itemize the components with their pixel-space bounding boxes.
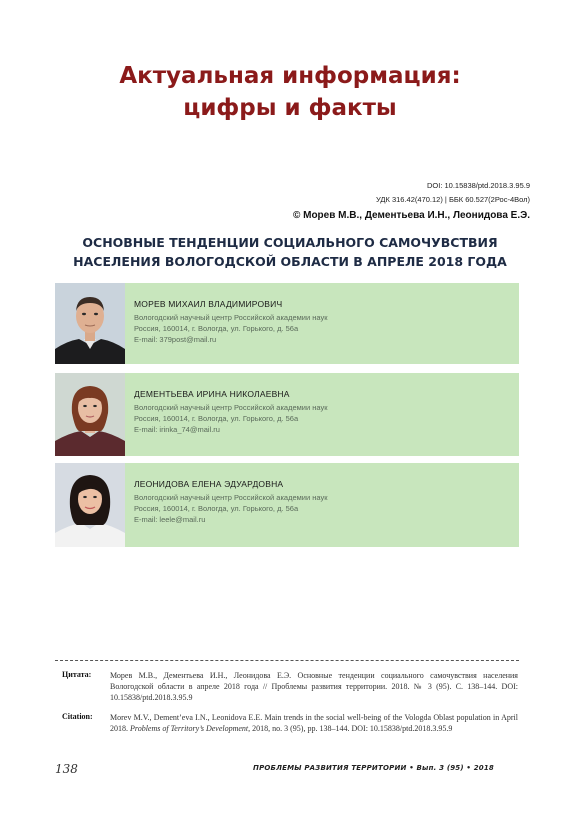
author-name: МОРЕВ МИХАИЛ ВЛАДИМИРОВИЧ: [134, 299, 283, 309]
citation-en-text: [110, 712, 518, 734]
citation-ru-label: Цитата:: [62, 670, 92, 679]
page-number: 138: [55, 762, 78, 776]
citation-ru-text: Морев М.В., Дементьева И.Н., Леонидова Е.Э. Основные тенденции социального самочувствия населения Вологодской области в апреле 2018 года // Проблемы развития территории. 2018. № 3 (95). С. 138–144. DOI: 10.15838/ptd.2018.3.95.9: [110, 671, 518, 702]
citation-en-label: Citation:: [62, 712, 93, 721]
author-card: [55, 283, 519, 364]
dashed-divider: [55, 660, 519, 661]
copyright-authors: © Морев М.В., Дементьева И.Н., Леонидова Е.Э.: [292, 210, 530, 221]
author-card: [55, 463, 519, 547]
author-card: [55, 373, 519, 456]
article-title: [40, 233, 540, 271]
author-photo: [55, 283, 125, 364]
author-address: Россия, 160014, г. Вологда, ул. Горького, д. 56а: [134, 414, 299, 423]
author-email[interactable]: E-mail: 379post@mail.ru: [134, 335, 217, 344]
author-name: ЛЕОНИДОВА ЕЛЕНА ЭДУАРДОВНА: [134, 479, 284, 489]
man-portrait-icon: [55, 283, 125, 364]
citation-en-text-after: , 2018, no. 3 (95), pp. 138–144. DOI: 10.15838/ptd.2018.3.95.9: [248, 724, 453, 733]
author-email[interactable]: E-mail: leele@mail.ru: [134, 515, 206, 524]
author-affiliation: Вологодский научный центр Российской академии наук: [134, 313, 328, 322]
author-affiliation: Вологодский научный центр Российской академии наук: [134, 403, 328, 412]
doi[interactable]: DOI: 10.15838/ptd.2018.3.95.9: [427, 181, 530, 190]
author-photo: [55, 463, 125, 547]
journal-footer: ПРОБЛЕМЫ РАЗВИТИЯ ТЕРРИТОРИИ • Вып. 3 (95) • 2018: [253, 764, 494, 772]
article-title-line-1: ОСНОВНЫЕ ТЕНДЕНЦИИ СОЦИАЛЬНОГО САМОЧУВСТВИЯ: [82, 235, 498, 250]
section-title-line-1: Актуальная информация:: [119, 63, 461, 89]
author-name: ДЕМЕНТЬЕВА ИРИНА НИКОЛАЕВНА: [134, 389, 290, 399]
section-title-line-2: цифры и факты: [183, 95, 397, 121]
section-title: [0, 60, 580, 124]
woman-portrait-icon: [55, 373, 125, 456]
woman-portrait-icon: [55, 463, 125, 547]
citation-en-journal: Problems of Territory’s Development: [130, 724, 249, 733]
author-affiliation: Вологодский научный центр Российской академии наук: [134, 493, 328, 502]
author-address: Россия, 160014, г. Вологда, ул. Горького, д. 56а: [134, 324, 299, 333]
citation-en-text-before: Morev M.V., Dement’eva I.N., Leonidova E.E. Main trends in the social well-being of the Vologda Oblast population in April 2018.: [110, 713, 518, 733]
udk-bbk: УДК 316.42(470.12) | ББК 60.527(2Рос-4Вол): [376, 195, 530, 204]
author-address: Россия, 160014, г. Вологда, ул. Горького, д. 56а: [134, 504, 299, 513]
author-email[interactable]: E-mail: irinka_74@mail.ru: [134, 425, 220, 434]
article-title-line-2: НАСЕЛЕНИЯ ВОЛОГОДСКОЙ ОБЛАСТИ В АПРЕЛЕ 2018 ГОДА: [73, 254, 507, 269]
author-photo: [55, 373, 125, 456]
